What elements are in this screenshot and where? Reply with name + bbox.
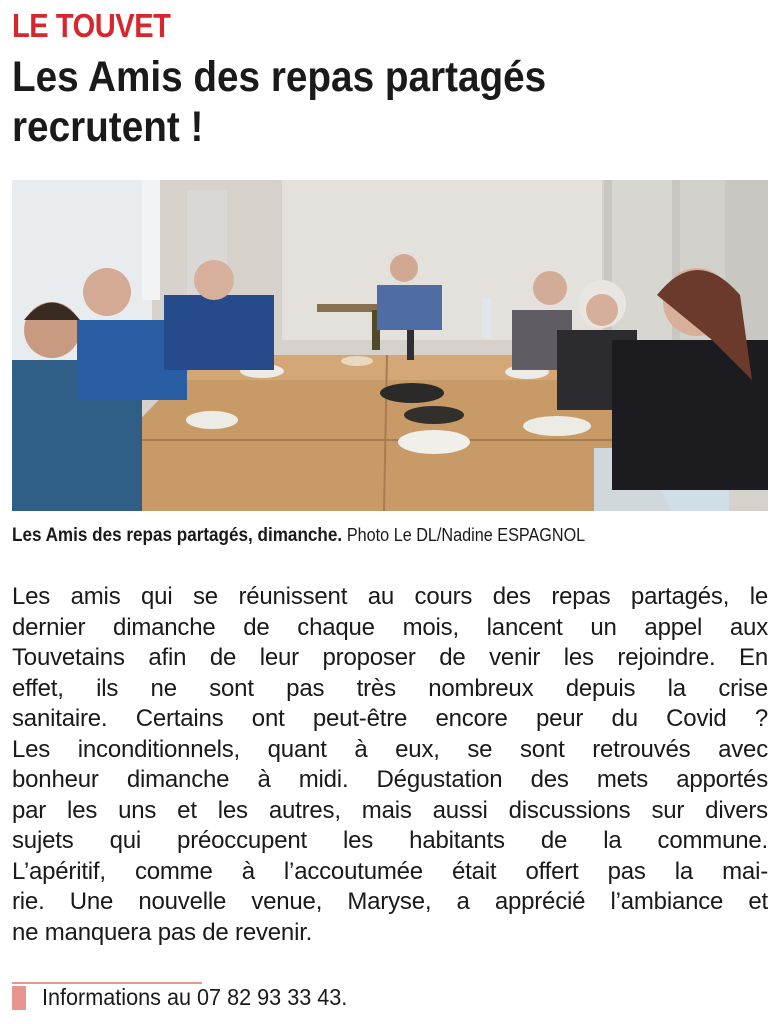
body-line: rie. Une nouvelle venue, Maryse, a apprécié l’ambiance et xyxy=(12,888,768,915)
body-line: effet, ils ne sont pas très nombreux depuis la crise xyxy=(12,674,768,702)
body-line: L’apéritif, comme à l’accoutumée était offert pas la mai- xyxy=(12,857,768,885)
info-box xyxy=(12,982,768,1014)
photo-caption xyxy=(12,522,696,549)
headline-line-2: recrutent ! xyxy=(12,103,204,151)
body-line: Les inconditionnels, quant à eux, se sont retrouvés avec xyxy=(12,735,768,763)
caption-text: Les Amis des repas partagés, dimanche. xyxy=(12,525,343,546)
body-line: Les amis qui se réunissent au cours des repas partagés, le xyxy=(12,583,768,610)
article-body xyxy=(12,582,768,948)
body-line: sujets qui préoccupent les habitants de la commune. xyxy=(12,827,768,854)
body-line: dernier dimanche de chaque mois, lancent un appel aux xyxy=(12,613,768,641)
body-line-last: ne manquera pas de revenir. xyxy=(12,918,313,946)
info-text: Informations au 07 82 93 33 43. xyxy=(42,984,348,1010)
article-kicker: LE TOUVET xyxy=(12,7,171,44)
headline-line-1: Les Amis des repas partagés xyxy=(12,53,547,101)
body-line: Touvetains afin de leur proposer de venir les rejoindre. En xyxy=(12,644,768,671)
article-photo xyxy=(12,180,768,511)
body-line: sanitaire. Certains ont peut-être encore peur du Covid ? xyxy=(12,705,768,732)
photo-credit: Photo Le DL/Nadine ESPAGNOL xyxy=(346,525,586,545)
body-line: bonheur dimanche à midi. Dégustation des mets apportés xyxy=(12,766,768,793)
photo-illustration xyxy=(12,180,768,511)
body-line: par les uns et les autres, mais aussi discussions sur divers xyxy=(12,796,768,824)
info-marker-icon xyxy=(12,986,26,1010)
article-headline xyxy=(12,52,678,152)
